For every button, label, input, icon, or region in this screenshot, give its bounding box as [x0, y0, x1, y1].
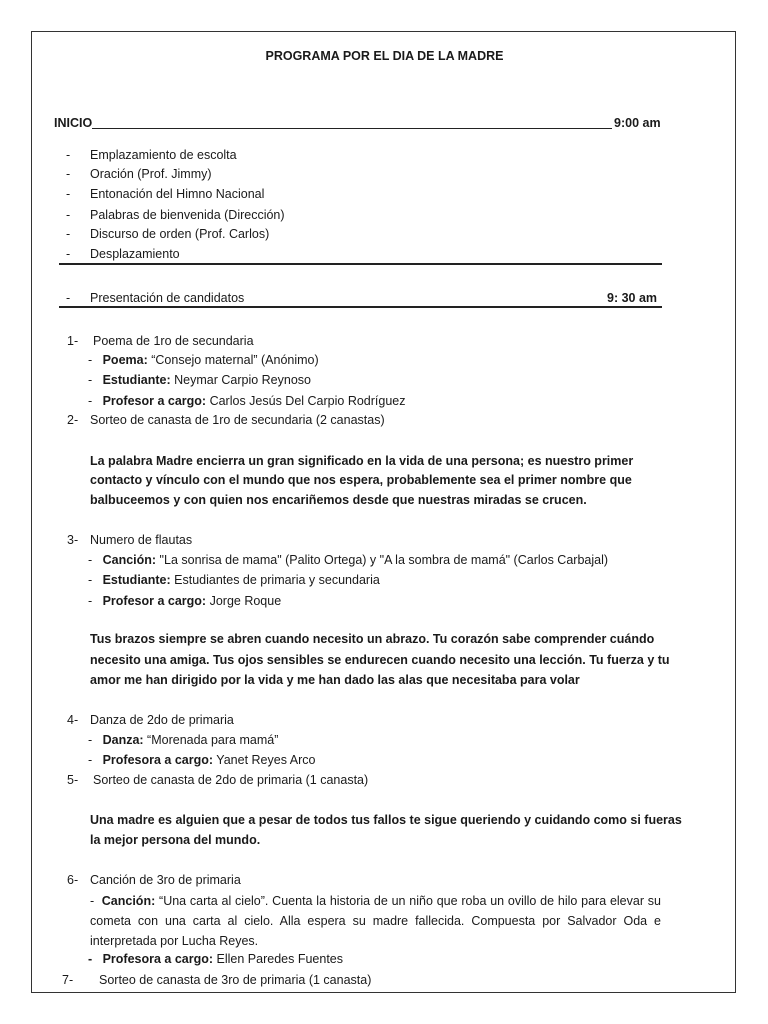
inicio-item: Discurso de orden (Prof. Carlos)	[90, 227, 270, 241]
section-divider	[59, 306, 662, 308]
inicio-item: Emplazamiento de escolta	[90, 148, 237, 162]
presentacion-time: 9: 30 am	[607, 291, 658, 305]
bullet: -	[66, 167, 71, 181]
item-title: Danza de 2do de primaria	[90, 713, 234, 727]
quote-line: la mejor persona del mundo.	[90, 833, 261, 847]
sub-item: - Profesora a cargo: Yanet Reyes Arco	[88, 753, 316, 767]
quote-line: necesito una amiga. Tus ojos sensibles se endurecen cuando necesito una lección. Tu fuerza y tu	[90, 653, 670, 667]
item-title: Sorteo de canasta de 2do de primaria (1 canasta)	[93, 773, 369, 787]
bullet: -	[66, 148, 71, 162]
cancion-description: - Canción: “Una carta al cielo”. Cuenta la historia de un niño que roba un ovillo de hilo para elevar su cometa con una carta al cielo. Alla espera su madre fallecida. Compuesta por Salvador Oda e interpretada por Lucha Reyes.	[90, 894, 661, 948]
item-title: Poema de 1ro de secundaria	[93, 334, 254, 348]
inicio-item: Oración (Prof. Jimmy)	[90, 167, 212, 181]
sub-item: - Estudiante: Neymar Carpio Reynoso	[88, 373, 311, 387]
sub-item: - Profesor a cargo: Jorge Roque	[88, 594, 282, 608]
bullet: -	[66, 208, 71, 222]
bullet: -	[66, 187, 71, 201]
quote-line: La palabra Madre encierra un gran significado en la vida de una persona; es nuestro primer	[90, 454, 634, 468]
item-number: 7-	[62, 973, 74, 987]
inicio-item: Palabras de bienvenida (Dirección)	[90, 208, 285, 222]
inicio-item: Entonación del Himno Nacional	[90, 187, 265, 201]
item-title: Canción de 3ro de primaria	[90, 873, 241, 887]
item-number: 3-	[67, 533, 79, 547]
quote-line: amor me han dirigido por la vida y me han dado las alas que necesitaba para volar	[90, 673, 580, 687]
item-number: 4-	[67, 713, 79, 727]
inicio-label: INICIO	[54, 116, 93, 130]
presentacion-label: Presentación de candidatos	[90, 291, 245, 305]
sub-item: - Poema: “Consejo maternal” (Anónimo)	[88, 353, 319, 367]
item-number: 5-	[67, 773, 79, 787]
inicio-item: Desplazamiento	[90, 247, 180, 261]
quote-line: Tus brazos siempre se abren cuando necesito un abrazo. Tu corazón sabe comprender cuándo	[90, 632, 655, 646]
bullet: -	[66, 291, 71, 305]
bullet: -	[66, 247, 71, 261]
page-title: PROGRAMA POR EL DIA DE LA MADRE	[265, 49, 504, 63]
item-title: Sorteo de canasta de 3ro de primaria (1 canasta)	[99, 973, 372, 987]
section-divider	[59, 263, 662, 265]
quote-line: contacto y vínculo con el mundo que nos espera, probablemente sea el primer nombre que	[90, 473, 632, 487]
item-title: Numero de flautas	[90, 533, 193, 547]
item-number: 1-	[67, 334, 79, 348]
document-page	[31, 31, 736, 993]
quote-line: Una madre es alguien que a pesar de todos tus fallos te sigue queriendo y cuidando como si fueras	[90, 813, 682, 827]
sub-item: - Estudiante: Estudiantes de primaria y secundaria	[88, 573, 380, 587]
inicio-time: 9:00 am	[614, 116, 661, 130]
item-number: 6-	[67, 873, 79, 887]
sub-item: - Danza: “Morenada para mamá”	[88, 733, 279, 747]
sub-item: - Profesora a cargo: Ellen Paredes Fuentes	[88, 952, 344, 966]
sub-item: - Canción: "La sonrisa de mama" (Palito Ortega) y "A la sombra de mamá" (Carlos Carbajal)	[88, 553, 609, 567]
bullet: -	[66, 227, 71, 241]
quote-line: balbuceemos y con quien nos encariñemos desde que nuestras miradas se crucen.	[90, 493, 587, 507]
item-number: 2-	[67, 413, 79, 427]
sub-item: - Profesor a cargo: Carlos Jesús Del Carpio Rodríguez	[88, 394, 406, 408]
item-title: Sorteo de canasta de 1ro de secundaria (2 canastas)	[90, 413, 385, 427]
inicio-underline	[92, 128, 612, 129]
